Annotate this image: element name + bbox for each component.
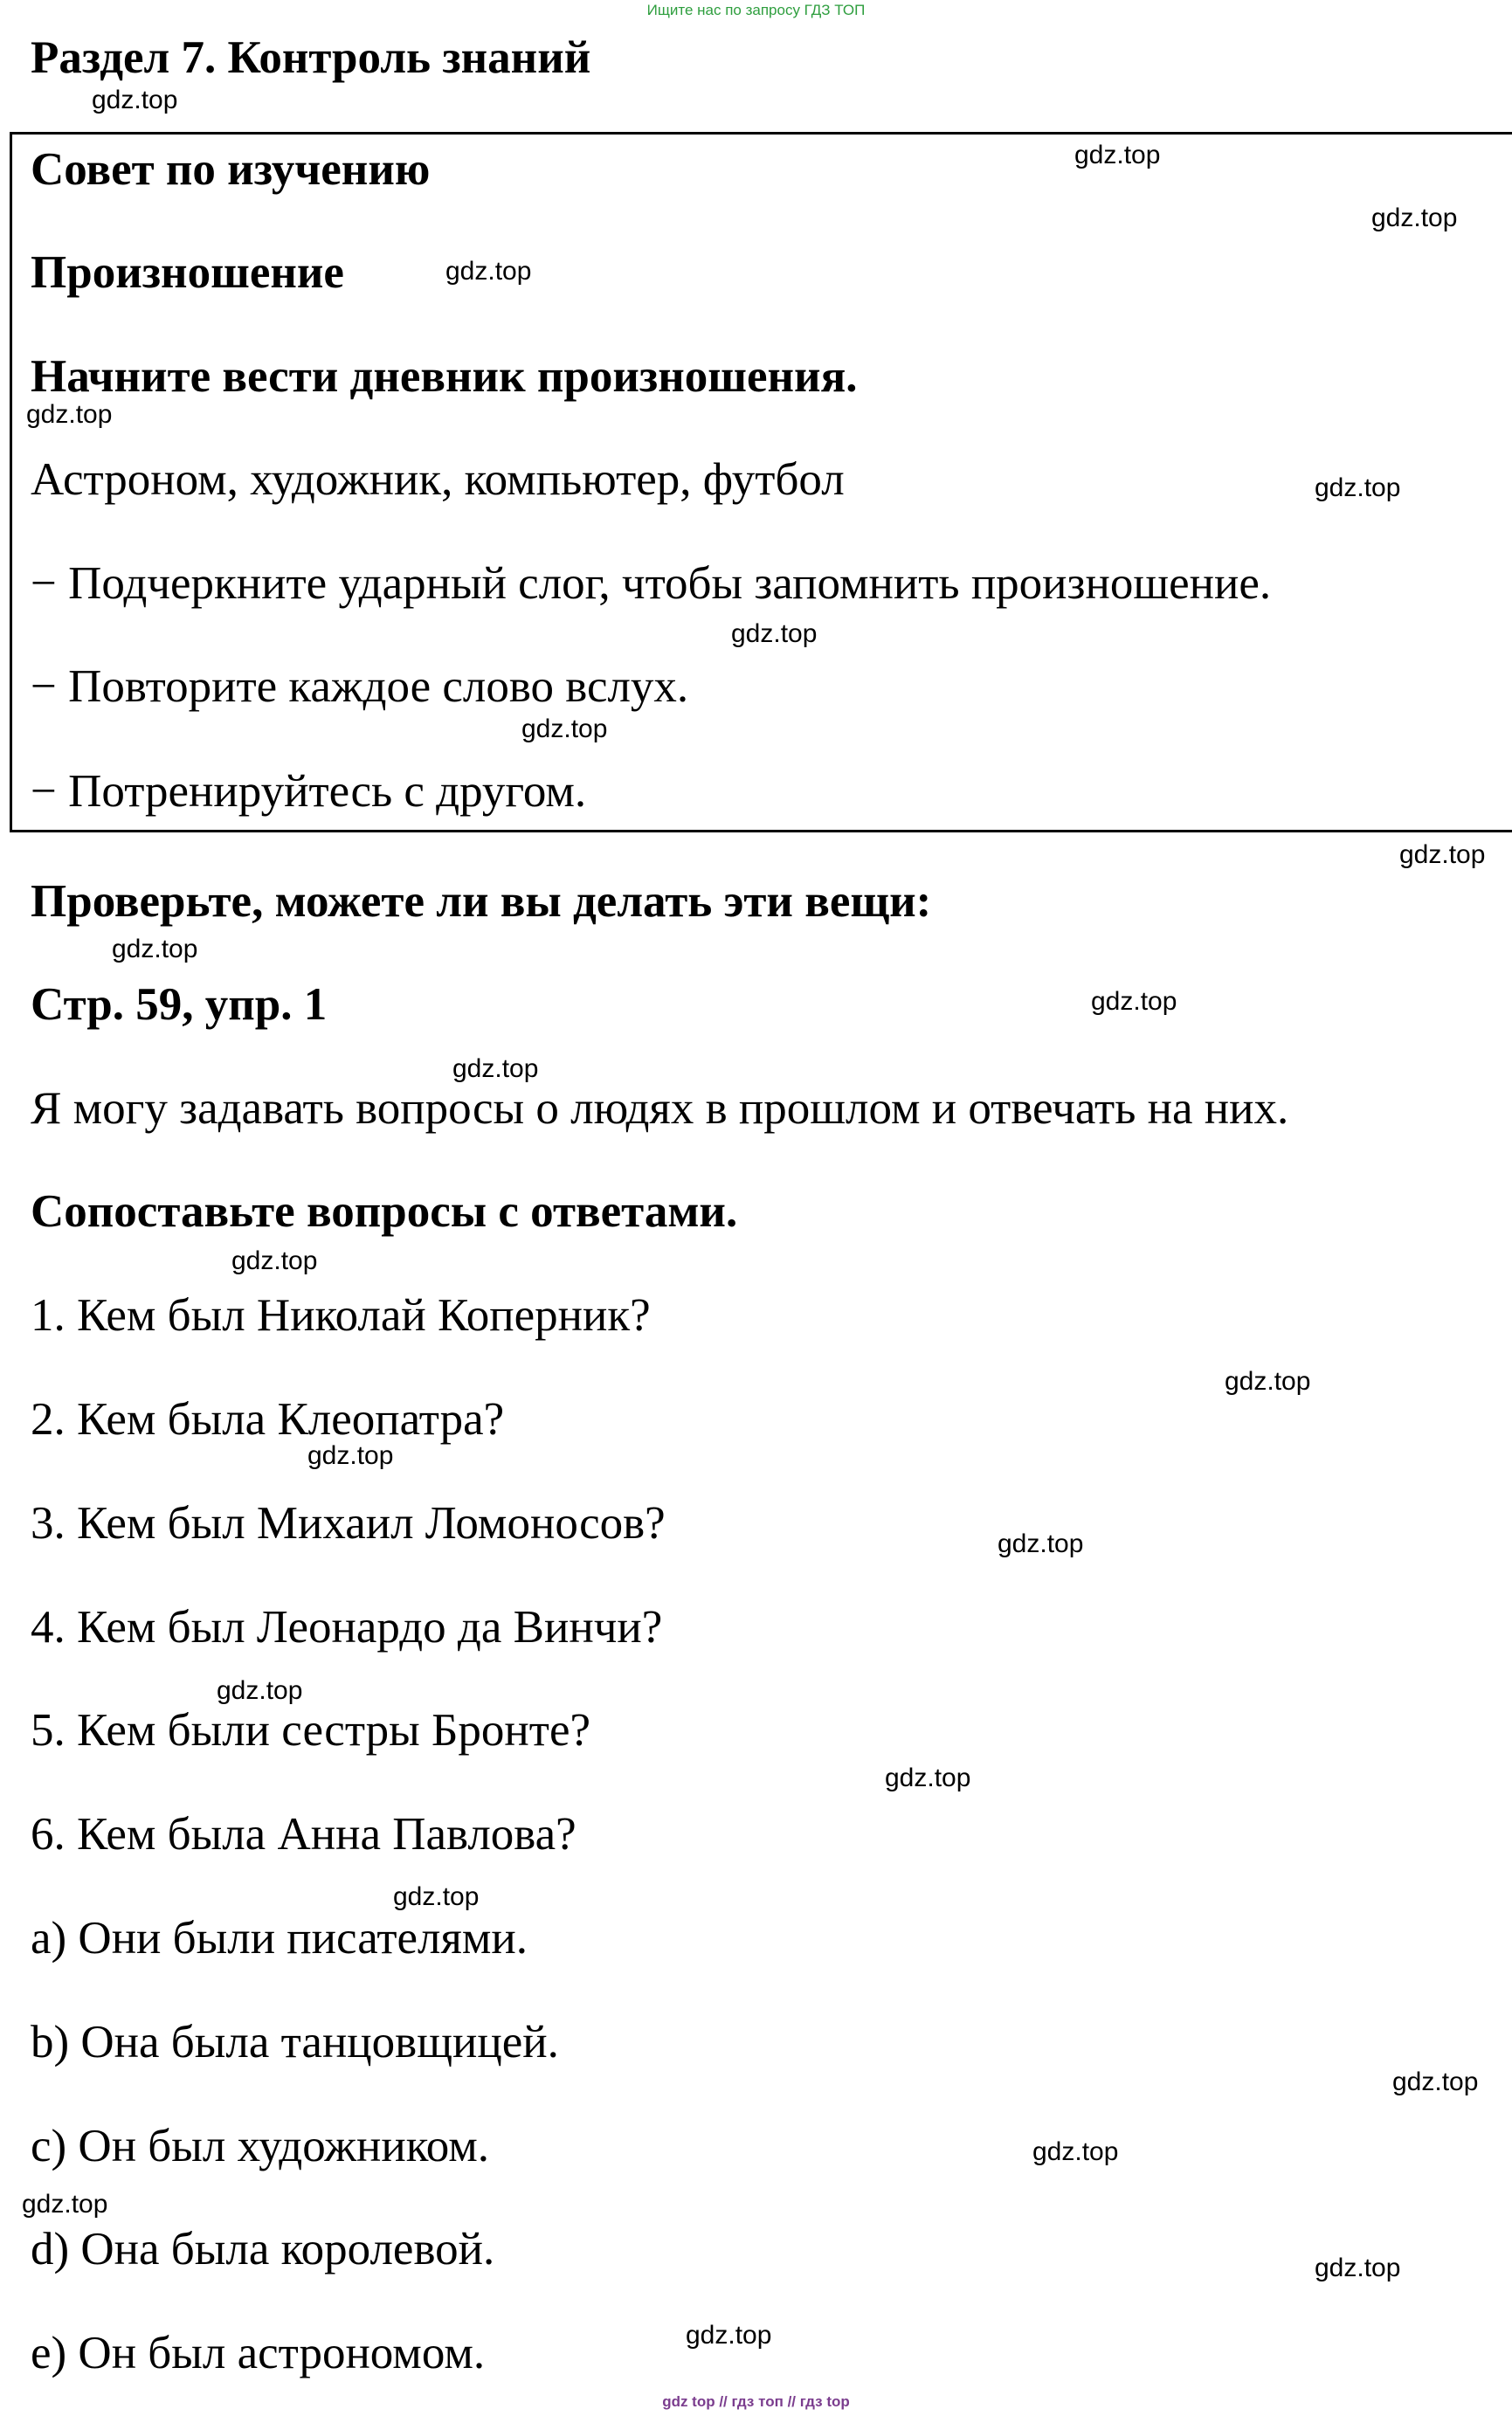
tip-words: Астроном, художник, компьютер, футбол	[31, 454, 845, 505]
watermark: gdz.top	[1371, 204, 1458, 232]
watermark: gdz.top	[1315, 473, 1401, 502]
watermark: gdz.top	[1315, 2254, 1401, 2282]
watermark: gdz.top	[686, 2321, 772, 2350]
watermark: gdz.top	[22, 2190, 108, 2219]
tip-step-1: − Подчеркните ударный слог, чтобы запомнить произношение.	[31, 558, 1272, 609]
check-heading: Проверьте, можете ли вы делать эти вещи:	[31, 876, 932, 927]
bottom-banner[interactable]: gdz top // гдз топ // гдз top	[662, 2393, 850, 2410]
watermark: gdz.top	[1074, 141, 1161, 169]
answer-e: e) Он был астрономом.	[31, 2328, 486, 2378]
watermark: gdz.top	[92, 86, 178, 114]
watermark: gdz.top	[112, 935, 198, 963]
tip-step-3: − Потренируйтесь с другом.	[31, 766, 587, 817]
watermark: gdz.top	[393, 1882, 480, 1911]
answer-b: b) Она была танцовщицей.	[31, 2017, 559, 2067]
answer-c: c) Он был художником.	[31, 2121, 490, 2171]
watermark: gdz.top	[307, 1441, 394, 1470]
answer-a: a) Они были писателями.	[31, 1913, 528, 1964]
tip-subtitle: Произношение	[31, 247, 344, 298]
watermark: gdz.top	[998, 1529, 1084, 1558]
answer-d: d) Она была королевой.	[31, 2224, 495, 2274]
watermark: gdz.top	[1399, 840, 1486, 869]
watermark: gdz.top	[885, 1764, 971, 1792]
question-6: 6. Кем была Анна Павлова?	[31, 1809, 576, 1860]
watermark: gdz.top	[521, 714, 608, 743]
question-5: 5. Кем были сестры Бронте?	[31, 1705, 590, 1756]
watermark: gdz.top	[231, 1246, 318, 1275]
watermark: gdz.top	[26, 400, 113, 429]
watermark: gdz.top	[1225, 1367, 1311, 1396]
watermark: gdz.top	[452, 1054, 539, 1083]
question-2: 2. Кем была Клеопатра?	[31, 1394, 505, 1445]
watermark: gdz.top	[1091, 987, 1177, 1016]
watermark: gdz.top	[217, 1676, 303, 1705]
exercise-ref: Стр. 59, упр. 1	[31, 979, 328, 1030]
watermark: gdz.top	[445, 257, 532, 286]
watermark: gdz.top	[731, 619, 818, 648]
top-banner[interactable]: Ищите нас по запросу ГДЗ ТОП	[646, 2, 866, 18]
statement: Я могу задавать вопросы о людях в прошлом и отвечать на них.	[31, 1083, 1289, 1134]
tip-step-2: − Повторите каждое слово вслух.	[31, 661, 689, 712]
watermark: gdz.top	[1392, 2067, 1479, 2096]
question-3: 3. Кем был Михаил Ломоносов?	[31, 1498, 666, 1549]
tip-heading: Начните вести дневник произношения.	[31, 351, 858, 402]
section-title: Раздел 7. Контроль знаний	[31, 32, 591, 83]
question-1: 1. Кем был Николай Коперник?	[31, 1290, 651, 1341]
task-heading: Сопоставьте вопросы с ответами.	[31, 1186, 738, 1237]
tip-title: Совет по изучению	[31, 144, 431, 195]
question-4: 4. Кем был Леонардо да Винчи?	[31, 1602, 663, 1653]
watermark: gdz.top	[1032, 2137, 1119, 2166]
